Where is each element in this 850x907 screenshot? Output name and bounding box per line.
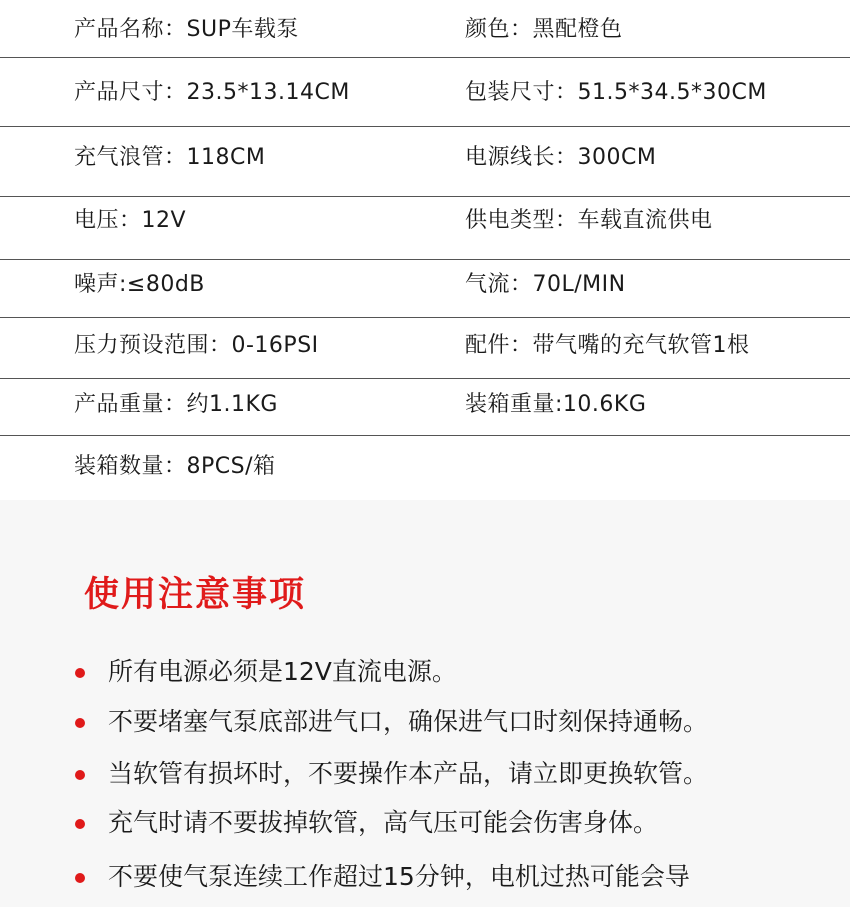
spec-carton-quantity: 装箱数量：8PCS/箱: [74, 454, 276, 479]
row-divider: [0, 317, 850, 318]
spec-package-size: 包装尺寸：51.5*34.5*30CM: [465, 80, 767, 105]
bullet-dot-icon: [75, 718, 85, 728]
spec-product-weight: 产品重量：约1.1KG: [74, 392, 278, 417]
bullet-dot-icon: [75, 770, 85, 780]
spec-product-size: 产品尺寸：23.5*13.14CM: [74, 80, 350, 105]
spec-pressure-range: 压力预设范围：0-16PSI: [74, 333, 319, 358]
list-item: [0, 655, 850, 689]
spec-cable-length: 电源线长：300CM: [465, 145, 657, 170]
row-divider: [0, 259, 850, 260]
spec-voltage: 电压：12V: [74, 208, 187, 233]
notice-text: 所有电源必须是12V直流电源。: [108, 657, 457, 686]
bullet-dot-icon: [75, 873, 85, 883]
spec-noise: 噪声:≤80dB: [74, 272, 205, 297]
list-item: [0, 860, 850, 894]
spec-accessories: 配件：带气嘴的充气软管1根: [465, 333, 750, 358]
bullet-dot-icon: [75, 819, 85, 829]
notice-text: 充气时请不要拔掉软管，高气压可能会伤害身体。: [108, 808, 659, 837]
row-divider: [0, 196, 850, 197]
row-divider: [0, 435, 850, 436]
bullet-dot-icon: [75, 668, 85, 678]
usage-notice-section: [0, 500, 850, 907]
notice-text: 不要使气泵连续工作超过15分钟，电机过热可能会导: [108, 862, 690, 891]
row-divider: [0, 378, 850, 379]
list-item: [0, 705, 850, 739]
spec-airflow: 气流：70L/MIN: [465, 272, 626, 297]
spec-hose-length: 充气浪管：118CM: [74, 145, 266, 170]
spec-color: 颜色：黑配橙色: [465, 17, 623, 42]
spec-power-type: 供电类型：车载直流供电: [465, 208, 713, 233]
list-item: [0, 757, 850, 791]
row-divider: [0, 126, 850, 127]
notice-text: 当软管有损坏时，不要操作本产品，请立即更换软管。: [108, 759, 709, 788]
notice-text: 不要堵塞气泵底部进气口，确保进气口时刻保持通畅。: [108, 707, 709, 736]
row-divider: [0, 57, 850, 58]
usage-notice-title: 使用注意事项: [84, 575, 307, 615]
spec-carton-weight: 装箱重量:10.6KG: [465, 392, 647, 417]
spec-product-name: 产品名称：SUP车载泵: [74, 17, 299, 42]
list-item: [0, 806, 850, 840]
